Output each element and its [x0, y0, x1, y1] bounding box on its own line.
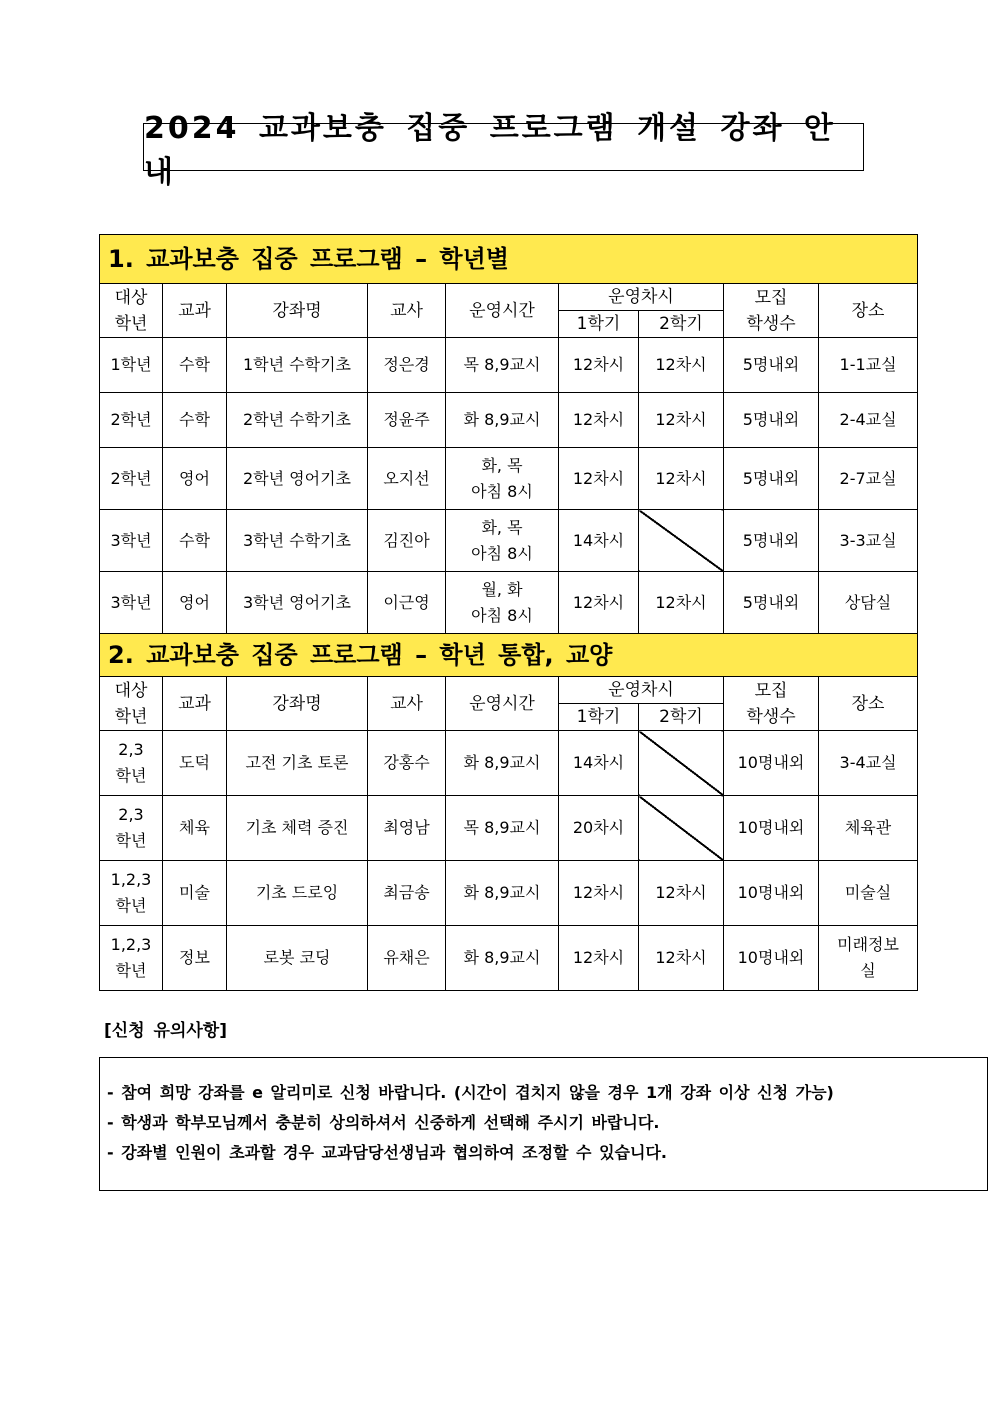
- table-row: [100, 338, 918, 393]
- cell-sem1: 14차시: [559, 510, 639, 572]
- header-time: 운영시간: [446, 284, 559, 338]
- cell-subject: 미술: [163, 861, 227, 926]
- header-sem1: 1학기: [559, 311, 639, 338]
- header-sessions: 운영차시: [559, 284, 724, 311]
- cell-subject: 수학: [163, 338, 227, 393]
- header-subject: 교과: [163, 677, 227, 731]
- cell-course: 3학년 영어기초: [227, 572, 368, 634]
- notice-box: [99, 1057, 988, 1191]
- cell-time: 화, 목 아침 8시: [446, 510, 559, 572]
- cell-sem2: [639, 796, 724, 861]
- cell-time: 목 8,9교시: [446, 338, 559, 393]
- cell-sem2: 12차시: [639, 338, 724, 393]
- cell-sem1: 14차시: [559, 731, 639, 796]
- header-course: 강좌명: [227, 677, 368, 731]
- cell-grade: 2,3 학년: [100, 731, 163, 796]
- cell-time: 화 8,9교시: [446, 393, 559, 448]
- cell-subject: 수학: [163, 510, 227, 572]
- cell-teacher: 오지선: [368, 448, 446, 510]
- page-title: 2024 교과보충 집중 프로그램 개설 강좌 안내: [143, 123, 864, 171]
- header-subject: 교과: [163, 284, 227, 338]
- header-sem1: 1학기: [559, 704, 639, 731]
- cell-sem2: 12차시: [639, 572, 724, 634]
- section2-body: [100, 634, 918, 991]
- cell-teacher: 이근영: [368, 572, 446, 634]
- cell-sem1: 12차시: [559, 448, 639, 510]
- table-row: [100, 926, 918, 991]
- cell-time: 화 8,9교시: [446, 861, 559, 926]
- cell-place: 3-4교실: [819, 731, 918, 796]
- cell-sem2: 12차시: [639, 393, 724, 448]
- cell-recruit: 5명내외: [724, 510, 819, 572]
- cell-subject: 도덕: [163, 731, 227, 796]
- header-teacher: 교사: [368, 284, 446, 338]
- cell-grade: 1학년: [100, 338, 163, 393]
- cell-subject: 영어: [163, 448, 227, 510]
- section2-title: 2. 교과보충 집중 프로그램 – 학년 통합, 교양: [100, 634, 918, 677]
- cell-course: 기초 드로잉: [227, 861, 368, 926]
- cell-teacher: 최금송: [368, 861, 446, 926]
- table-row: [100, 861, 918, 926]
- cell-place: 미술실: [819, 861, 918, 926]
- cell-subject: 정보: [163, 926, 227, 991]
- cell-sem2: 12차시: [639, 448, 724, 510]
- cell-teacher: 최영남: [368, 796, 446, 861]
- table-row: [100, 731, 918, 796]
- cell-course: 고전 기초 토론: [227, 731, 368, 796]
- cell-course: 3학년 수학기초: [227, 510, 368, 572]
- cell-place: 체육관: [819, 796, 918, 861]
- cell-grade: 2학년: [100, 393, 163, 448]
- cell-sem2: [639, 731, 724, 796]
- cell-teacher: 강홍수: [368, 731, 446, 796]
- cell-place: 2-7교실: [819, 448, 918, 510]
- cell-place: 2-4교실: [819, 393, 918, 448]
- header-recruit: 모집 학생수: [724, 677, 819, 731]
- header-place: 장소: [819, 677, 918, 731]
- cell-sem1: 12차시: [559, 572, 639, 634]
- cell-course: 2학년 영어기초: [227, 448, 368, 510]
- cell-grade: 1,2,3 학년: [100, 926, 163, 991]
- cell-sem1: 12차시: [559, 861, 639, 926]
- cell-recruit: 10명내외: [724, 731, 819, 796]
- cell-place: 1-1교실: [819, 338, 918, 393]
- header-target: 대상 학년: [100, 284, 163, 338]
- section1-body: [100, 235, 918, 634]
- cell-sem2: 12차시: [639, 861, 724, 926]
- cell-sem2: [639, 510, 724, 572]
- cell-subject: 수학: [163, 393, 227, 448]
- header-teacher: 교사: [368, 677, 446, 731]
- cell-recruit: 5명내외: [724, 572, 819, 634]
- cell-course: 기초 체력 증진: [227, 796, 368, 861]
- cell-time: 목 8,9교시: [446, 796, 559, 861]
- cell-teacher: 정윤주: [368, 393, 446, 448]
- header-sem2: 2학기: [639, 311, 724, 338]
- cell-grade: 1,2,3 학년: [100, 861, 163, 926]
- cell-time: 월, 화 아침 8시: [446, 572, 559, 634]
- cell-teacher: 김진아: [368, 510, 446, 572]
- table-row: [100, 448, 918, 510]
- cell-recruit: 10명내외: [724, 861, 819, 926]
- cell-recruit: 5명내외: [724, 448, 819, 510]
- cell-sem1: 12차시: [559, 393, 639, 448]
- cell-recruit: 10명내외: [724, 926, 819, 991]
- cell-grade: 3학년: [100, 572, 163, 634]
- notice-item: - 참여 희망 강좌를 e 알리미로 신청 바랍니다. (시간이 겹치지 않을 경우 1개 강좌 이상 신청 가능): [107, 1083, 834, 1102]
- section1-title: 1. 교과보충 집중 프로그램 – 학년별: [100, 235, 918, 284]
- cell-course: 1학년 수학기초: [227, 338, 368, 393]
- cell-subject: 영어: [163, 572, 227, 634]
- cell-teacher: 유채은: [368, 926, 446, 991]
- cell-place: 상담실: [819, 572, 918, 634]
- header-sem2: 2학기: [639, 704, 724, 731]
- header-recruit: 모집 학생수: [724, 284, 819, 338]
- cell-recruit: 5명내외: [724, 393, 819, 448]
- header-time: 운영시간: [446, 677, 559, 731]
- cell-grade: 2학년: [100, 448, 163, 510]
- cell-place: 미래정보 실: [819, 926, 918, 991]
- cell-time: 화 8,9교시: [446, 731, 559, 796]
- cell-grade: 3학년: [100, 510, 163, 572]
- table-row: [100, 572, 918, 634]
- cell-grade: 2,3 학년: [100, 796, 163, 861]
- cell-subject: 체육: [163, 796, 227, 861]
- cell-place: 3-3교실: [819, 510, 918, 572]
- cell-recruit: 5명내외: [724, 338, 819, 393]
- cell-sem1: 12차시: [559, 926, 639, 991]
- notice-item: - 강좌별 인원이 초과할 경우 교과담당선생님과 협의하여 조정할 수 있습니다.: [107, 1143, 667, 1162]
- header-course: 강좌명: [227, 284, 368, 338]
- cell-teacher: 정은경: [368, 338, 446, 393]
- table-row: [100, 510, 918, 572]
- cell-sem1: 12차시: [559, 338, 639, 393]
- cell-course: 로봇 코딩: [227, 926, 368, 991]
- cell-recruit: 10명내외: [724, 796, 819, 861]
- table-row: [100, 393, 918, 448]
- header-sessions: 운영차시: [559, 677, 724, 704]
- table-row: [100, 796, 918, 861]
- course-table: [99, 234, 918, 991]
- cell-course: 2학년 수학기초: [227, 393, 368, 448]
- cell-time: 화, 목 아침 8시: [446, 448, 559, 510]
- notice-item: - 학생과 학부모님께서 충분히 상의하셔서 신중하게 선택해 주시기 바랍니다.: [107, 1113, 660, 1132]
- header-target: 대상 학년: [100, 677, 163, 731]
- cell-sem2: 12차시: [639, 926, 724, 991]
- cell-sem1: 20차시: [559, 796, 639, 861]
- notice-title: [신청 유의사항]: [104, 1021, 227, 1041]
- header-place: 장소: [819, 284, 918, 338]
- cell-time: 화 8,9교시: [446, 926, 559, 991]
